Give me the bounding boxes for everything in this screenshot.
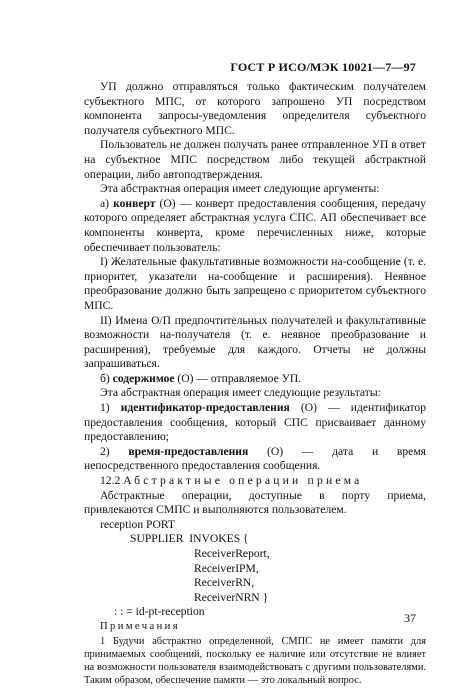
term-envelope: конверт xyxy=(113,196,156,210)
term-submission-id: идентификатор-предоставления xyxy=(120,401,290,415)
page-number: 37 xyxy=(404,611,416,625)
document-header: ГОСТ Р ИСО/МЭК 10021—7—97 xyxy=(230,60,416,74)
term-description: (О) — конверт предоставления сообщения, передачу которого определяет абстрактная услуга СПС. АП обеспечивает все компоненты конверта, кроме перечисленных ниже, которые обеспечивает пользователь: xyxy=(84,196,427,254)
code-line: SUPPLIER INVOKES { xyxy=(130,532,249,546)
list-marker: 1) xyxy=(100,401,121,415)
term-description: (О) — идентификатор предоставления сообщения, который СПС присваивает данному предоставлению; xyxy=(84,401,426,444)
list-marker: а) xyxy=(100,196,114,210)
term-description: (О) — отправляемое УП. xyxy=(174,371,302,385)
paragraph: Пользователь не должен получать ранее отправленное УП в ответ на субъектное МПС посредством либо текущей абстрактной операции, либо автоподтверждения. xyxy=(84,138,426,181)
code-line: ReceiverNRN } xyxy=(194,590,269,604)
result-submission-time xyxy=(84,445,426,474)
paragraph: II) Имена О/П предпочтительных получателей и факультативные возможности на-получателя (т. е. неявное преобразование и расширения), требуемые для каждого. Отчеты не должны запрашиваться. xyxy=(84,313,426,371)
section-title: Абстрактные операции приема xyxy=(123,474,363,488)
code-line: ReceiverReport, xyxy=(194,547,270,560)
list-marker: б) xyxy=(100,371,113,385)
code-line: ReceiverRN, xyxy=(194,576,255,590)
paragraph: УП должно отправляться только фактическим получателем субъектного МПС, от которого запрошено УП посредством компонента запросы-уведомления определителя субъектного получателя субъектного МПС. xyxy=(84,80,426,137)
list-marker: 2) xyxy=(100,444,129,458)
argument-envelope xyxy=(84,197,426,255)
code-line: reception PORT xyxy=(100,517,175,531)
paragraph: Абстрактные операции, доступные в порту приема, привлекаются СМПС и выполняются пользователем. xyxy=(84,488,426,517)
term-content: содержимое xyxy=(112,371,175,385)
term-description: (О) — дата и время непосредственного предоставления сообщения. xyxy=(84,444,426,473)
code-line: : : = id-pt-reception xyxy=(114,605,205,619)
section-number: 12.2 xyxy=(100,474,124,488)
section-heading xyxy=(84,474,426,489)
code-block xyxy=(84,518,426,620)
argument-content xyxy=(84,372,426,387)
paragraph: I) Желательные факультативные возможности на-сообщение (т. е. приоритет, указатели на-сообщение и расширения). Неявное преобразование должно быть запрещено с приоритетом субъектного МПС. xyxy=(84,255,426,312)
notes-label: Примечания xyxy=(100,620,180,632)
paragraph: Эта абстрактная операция имеет следующие результаты: xyxy=(100,386,381,400)
result-submission-id xyxy=(84,401,426,445)
paragraph: Эта абстрактная операция имеет следующие аргументы: xyxy=(100,182,380,196)
term-submission-time: время-предоставления xyxy=(128,444,249,458)
note-text: 1 Будучи абстрактно определенной, СМПС не имеет памяти для принимаемых сообщений, поскольку ее наличие или отсутствие не влияет на возможности пользователя взаимодействовать с другими пользователями. Таким образом, обеспечение памяти — это локальный вопрос. xyxy=(84,635,426,687)
code-line: ReceiverIPM, xyxy=(194,561,259,575)
document-body xyxy=(84,80,426,688)
